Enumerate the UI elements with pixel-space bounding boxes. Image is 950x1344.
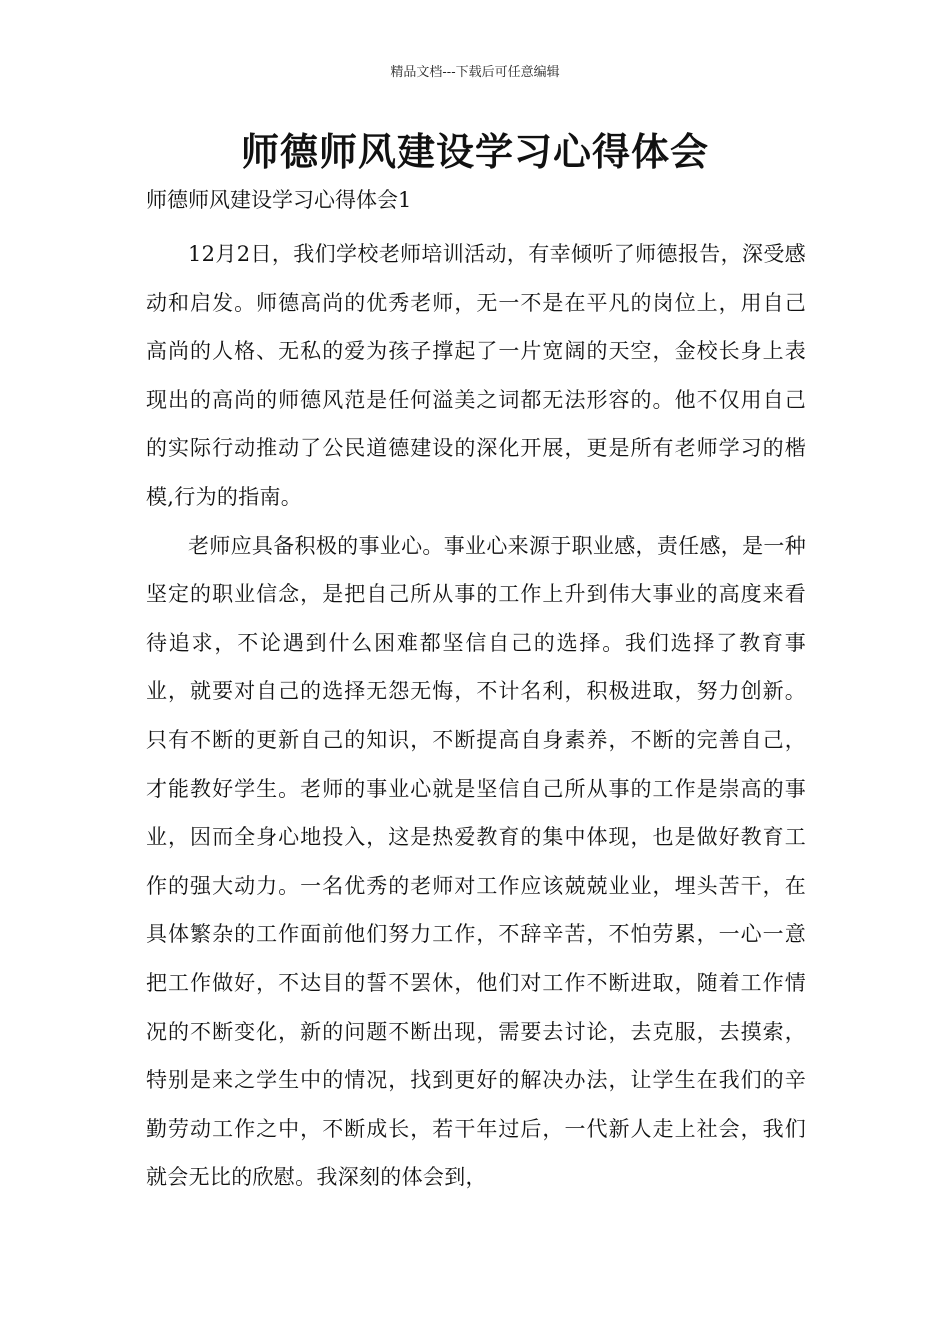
paragraph-2: 老师应具备积极的事业心。事业心来源于职业感，责任感，是一种坚定的职业信念，是把自己所从事的工作上升到伟大事业的高度来看待追求，不论遇到什么困难都坚信自己的选择。我们选择了教育事业，就要对自己的选择无怨无悔，不计名利，积极进取，努力创新。只有不断的更新自己的知识，不断提高自身素养，不断的完善自己，才能教好学生。老师的事业心就是坚信自己所从事的工作是崇高的事业，因而全身心地投入，这是热爱教育的集中体现，也是做好教育工作的强大动力。一名优秀的老师对工作应该兢兢业业，埋头苦干，在具体繁杂的工作面前他们努力工作，不辞辛苦，不怕劳累，一心一意把工作做好，不达目的誓不罢休，他们对工作不断进取，随着工作情况的不断变化，新的问题不断出现，需要去讨论，去克服，去摸索，特别是来之学生中的情况，找到更好的解决办法，让学生在我们的辛勤劳动工作之中，不断成长，若干年过后，一代新人走上社会，我们就会无比的欣慰。我深刻的体会到， bbox=[146, 533, 806, 1190]
document-title: 师德师风建设学习心得体会 bbox=[240, 129, 709, 174]
paragraph-1: 12月2日，我们学校老师培训活动，有幸倾听了师德报告，深受感动和启发。师德高尚的优秀老师，无一不是在平凡的岗位上，用自己高尚的人格、无私的爱为孩子撑起了一片宽阔的天空，金校长身上表现出的高尚的师德风范是任何溢美之词都无法形容的。他不仅用自己的实际行动推动了公民道德建设的深化开展，更是所有老师学习的楷模,行为的指南。 bbox=[146, 242, 806, 509]
document-subtitle: 师德师风建设学习心得体会1 bbox=[146, 188, 412, 212]
header-note: 精品文档---下载后可任意编辑 bbox=[390, 65, 560, 80]
document-body bbox=[146, 230, 806, 1202]
